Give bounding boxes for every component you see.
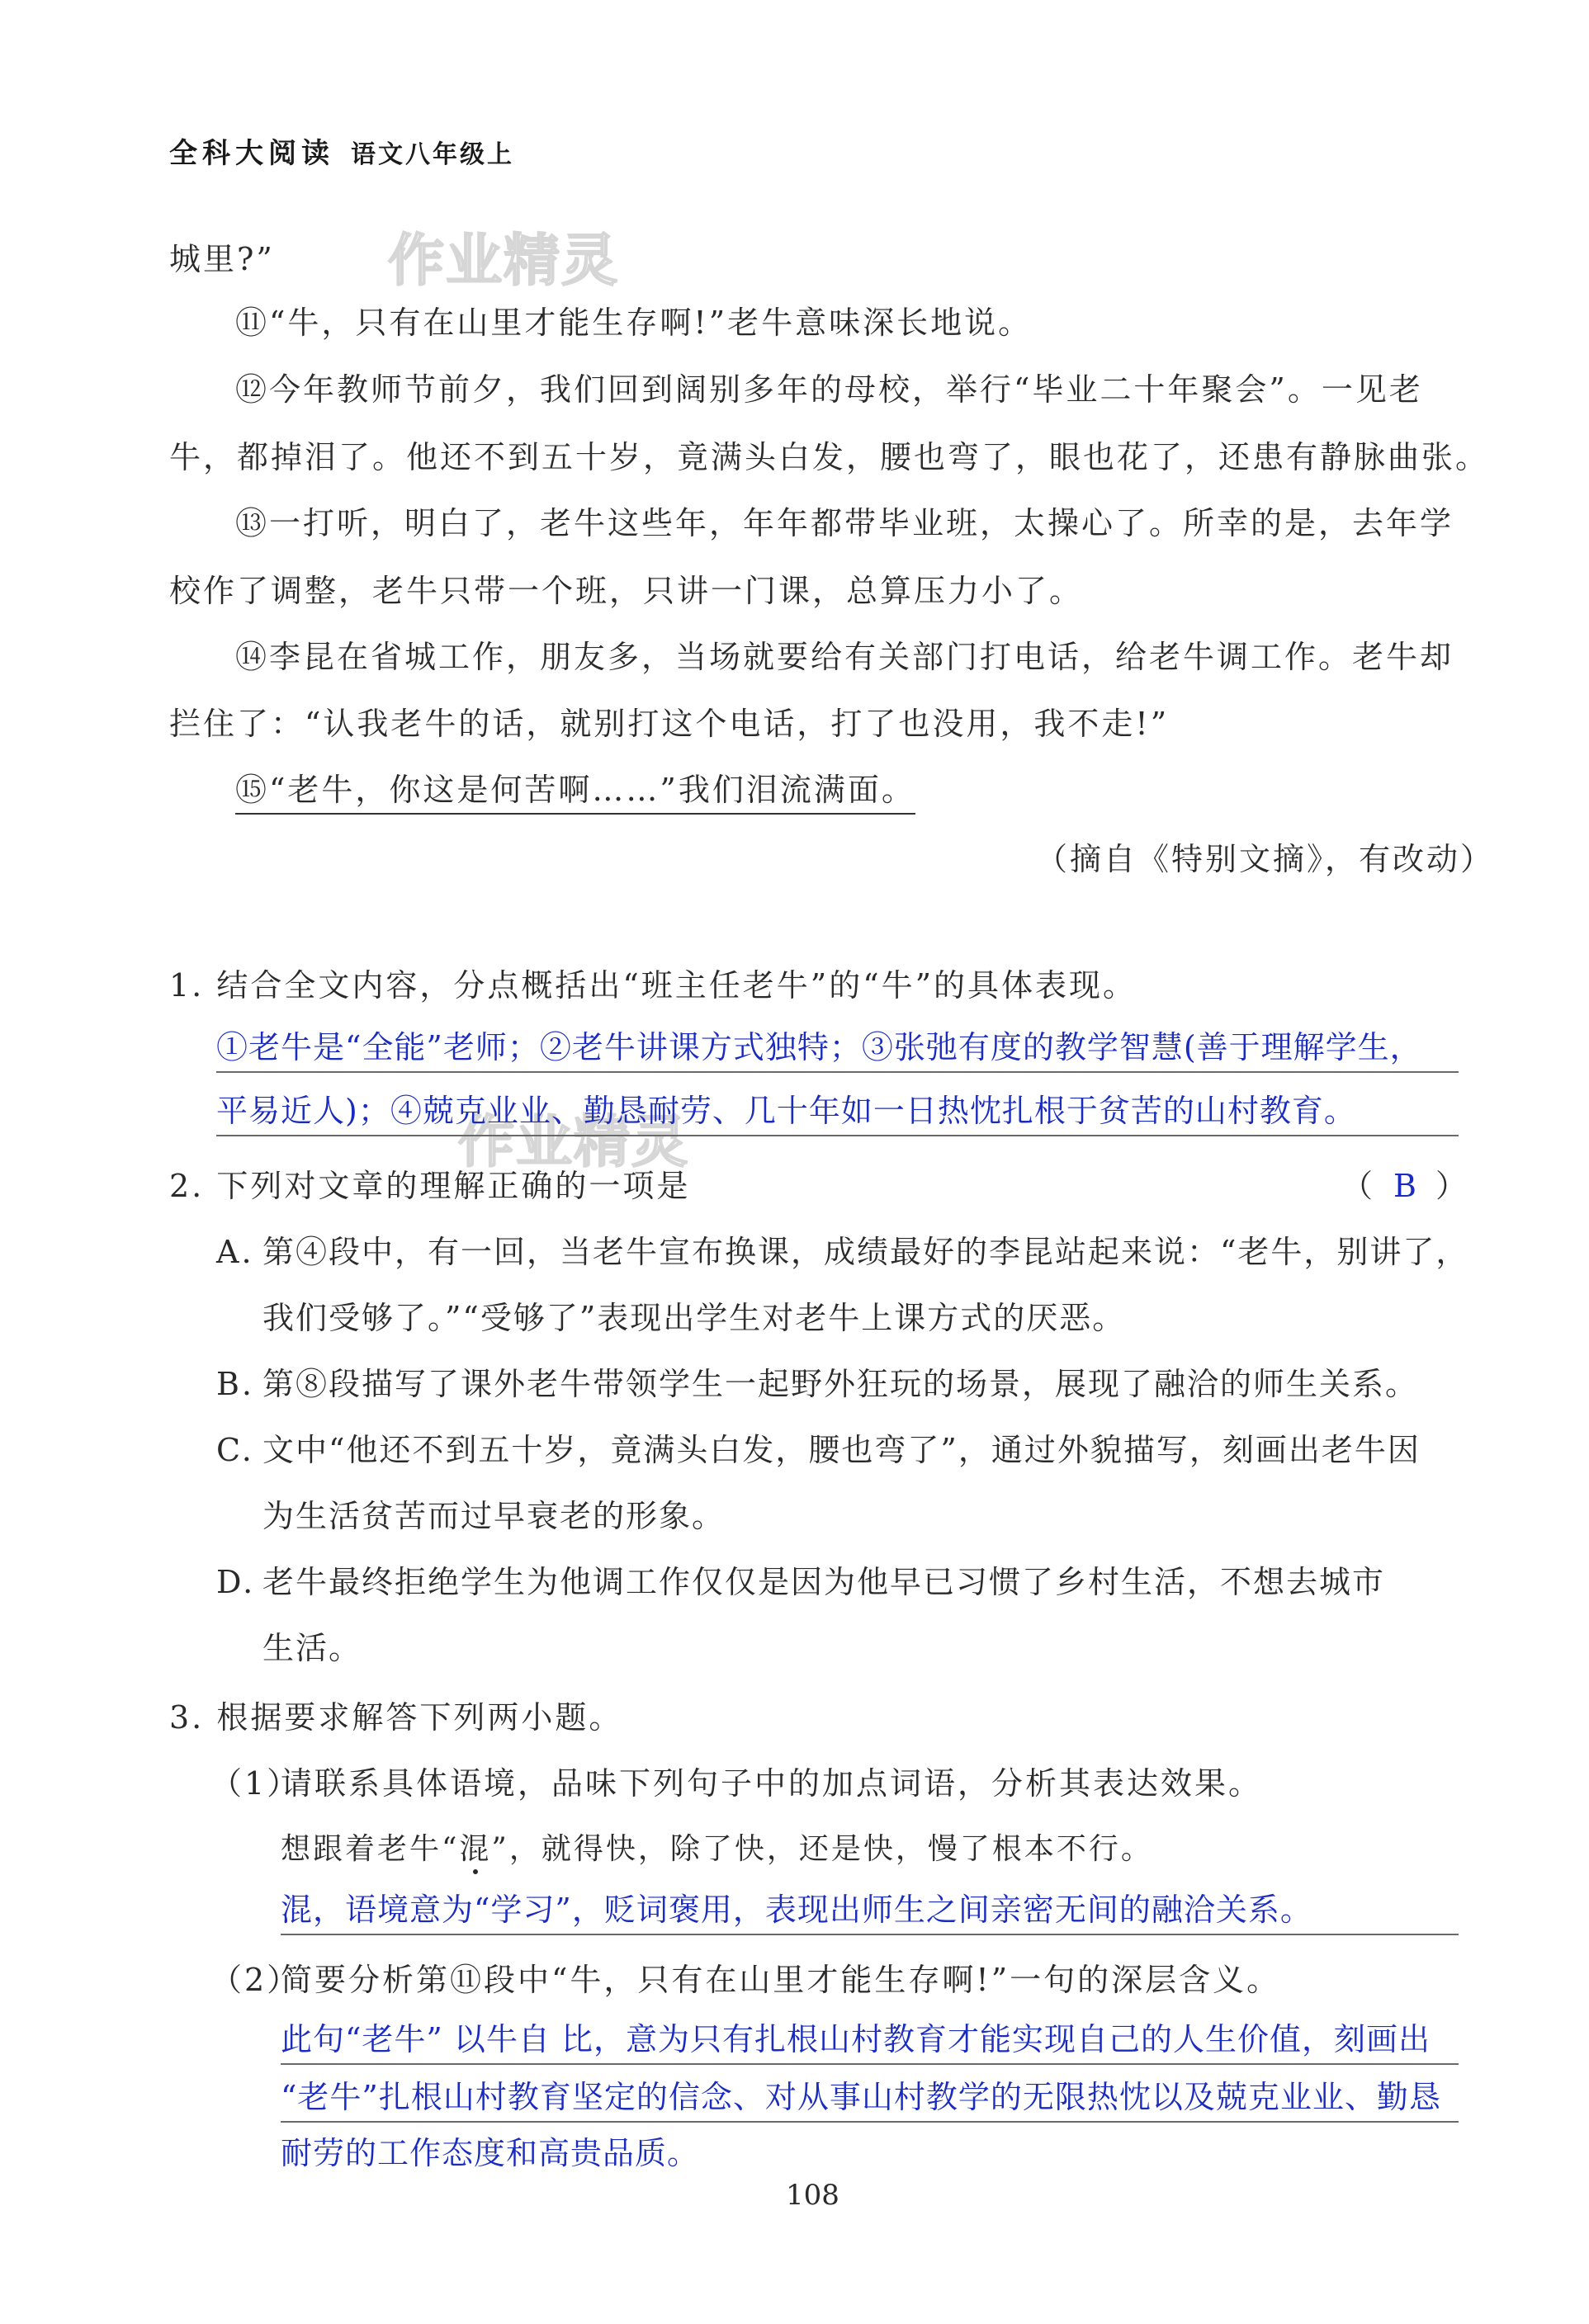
answer-2: B	[1393, 1168, 1417, 1204]
sub-question-1-label: （1）	[210, 1765, 301, 1802]
page-number: 108	[786, 2179, 839, 2212]
option-b-label: B.	[216, 1366, 255, 1402]
question-3: 3. 根据要求解答下列两小题。	[169, 1699, 623, 1736]
passage-line: 校作了调整，老牛只带一个班，只讲一门课，总算压力小了。	[169, 573, 1084, 609]
question-1: 1. 结合全文内容，分点概括出“班主任老牛”的“牛”的具体表现。	[169, 967, 1137, 1004]
passage-paragraph-13: ⑬一打听，明白了，老牛这些年，年年都带毕业班，太操心了。所幸的是，去年学	[235, 505, 1454, 541]
option-d-label: D.	[216, 1564, 256, 1600]
passage-line: 牛，都掉泪了。他还不到五十岁，竟满头白发，腰也弯了，眼也花了，还患有静脉曲张。	[169, 439, 1490, 475]
answer-rule	[216, 1071, 1459, 1073]
option-d-text: 老牛最终拒绝学生为他调工作仅仅是因为他早已习惯了乡村生活，不想去城市	[262, 1564, 1386, 1600]
answer-3-2-line-1: 此句“老牛” 以牛自 比，意为只有扎根山村教育才能实现自己的人生价值，刻画出	[281, 2021, 1431, 2057]
option-c-label: C.	[216, 1432, 254, 1468]
answer-rule	[216, 1135, 1459, 1136]
passage-paragraph-14: ⑭李昆在省城工作，朋友多，当场就要给有关部门打电话，给老牛调工作。老牛却	[235, 639, 1454, 675]
book-title: 全科大阅读	[169, 137, 334, 170]
option-b-text: 第⑧段描写了课外老牛带领学生一起野外狂玩的场景，展现了融洽的师生关系。	[262, 1366, 1419, 1402]
option-c-text: 文中“他还不到五十岁，竟满头白发，腰也弯了”，通过外貌描写，刻画出老牛因	[262, 1432, 1421, 1468]
passage-line: 拦住了：“认我老牛的话，就别打这个电话，打了也没用，我不走!”	[169, 706, 1170, 742]
sub-question-1: 请联系具体语境，品味下列句子中的加点词语，分析其表达效果。	[281, 1765, 1263, 1802]
book-header	[169, 130, 514, 171]
passage-paragraph-12: ⑫今年教师节前夕，我们回到阔别多年的母校，举行“毕业二十年聚会”。一见老	[235, 371, 1423, 408]
emphasized-word: 混	[459, 1832, 492, 1866]
sub-question-2: 简要分析第⑪段中“牛，只有在山里才能生存啊!”一句的深层含义。	[281, 1962, 1281, 1998]
answer-3-2-line-2: “老牛”扎根山村教育坚定的信念、对从事山村教学的无限热忱以及兢克业业、勤恳	[281, 2079, 1441, 2115]
passage-paragraph-11: ⑪“牛，只有在山里才能生存啊!”老牛意味深长地说。	[235, 305, 1033, 341]
option-c-text: 为生活贫苦而过早衰老的形象。	[262, 1498, 726, 1534]
quoted-sentence: 想跟着老牛“混”，就得快，除了快，还是快，慢了根本不行。	[281, 1832, 1153, 1866]
watermark: 作业精灵	[458, 1110, 690, 1175]
question-2: 2. 下列对文章的理解正确的一项是	[169, 1168, 691, 1204]
underlined-sentence: ⑮“老牛，你这是何苦啊……”我们泪流满面。	[235, 772, 915, 815]
source-citation: （摘自《特别文摘》，有改动）	[1036, 841, 1495, 877]
answer-1-line-1: ①老牛是“全能”老师；②老牛讲课方式独特；③张弛有度的教学智慧(善于理解学生，	[216, 1029, 1422, 1065]
option-a-text: 第④段中，有一回，当老牛宣布换课，成绩最好的李昆站起来说：“老牛，别讲了，	[262, 1234, 1469, 1270]
sub-question-2-label: （2）	[210, 1962, 301, 1998]
option-a-text: 我们受够了。”“受够了”表现出学生对老牛上课方式的厌恶。	[262, 1300, 1126, 1336]
answer-rule	[281, 2121, 1459, 2123]
answer-bracket: （ B ）	[1341, 1168, 1469, 1204]
answer-1-line-2: 平易近人)；④兢克业业、勤恳耐劳、几十年如一日热忱扎根于贫苦的山村教育。	[216, 1093, 1356, 1129]
answer-rule	[281, 2063, 1459, 2065]
answer-3-1: 混，语境意为“学习”，贬词褒用，表现出师生之间亲密无间的融洽关系。	[281, 1892, 1312, 1928]
answer-3-2-line-3: 耐劳的工作态度和高贵品质。	[281, 2135, 700, 2171]
watermark: 作业精灵	[388, 229, 620, 294]
passage-line: 城里?”	[169, 241, 275, 277]
passage-paragraph-15	[235, 772, 915, 808]
answer-rule	[281, 1934, 1459, 1935]
option-a-label: A.	[216, 1234, 254, 1270]
option-d-text: 生活。	[262, 1630, 362, 1666]
book-subtitle: 语文八年级上	[351, 140, 514, 169]
